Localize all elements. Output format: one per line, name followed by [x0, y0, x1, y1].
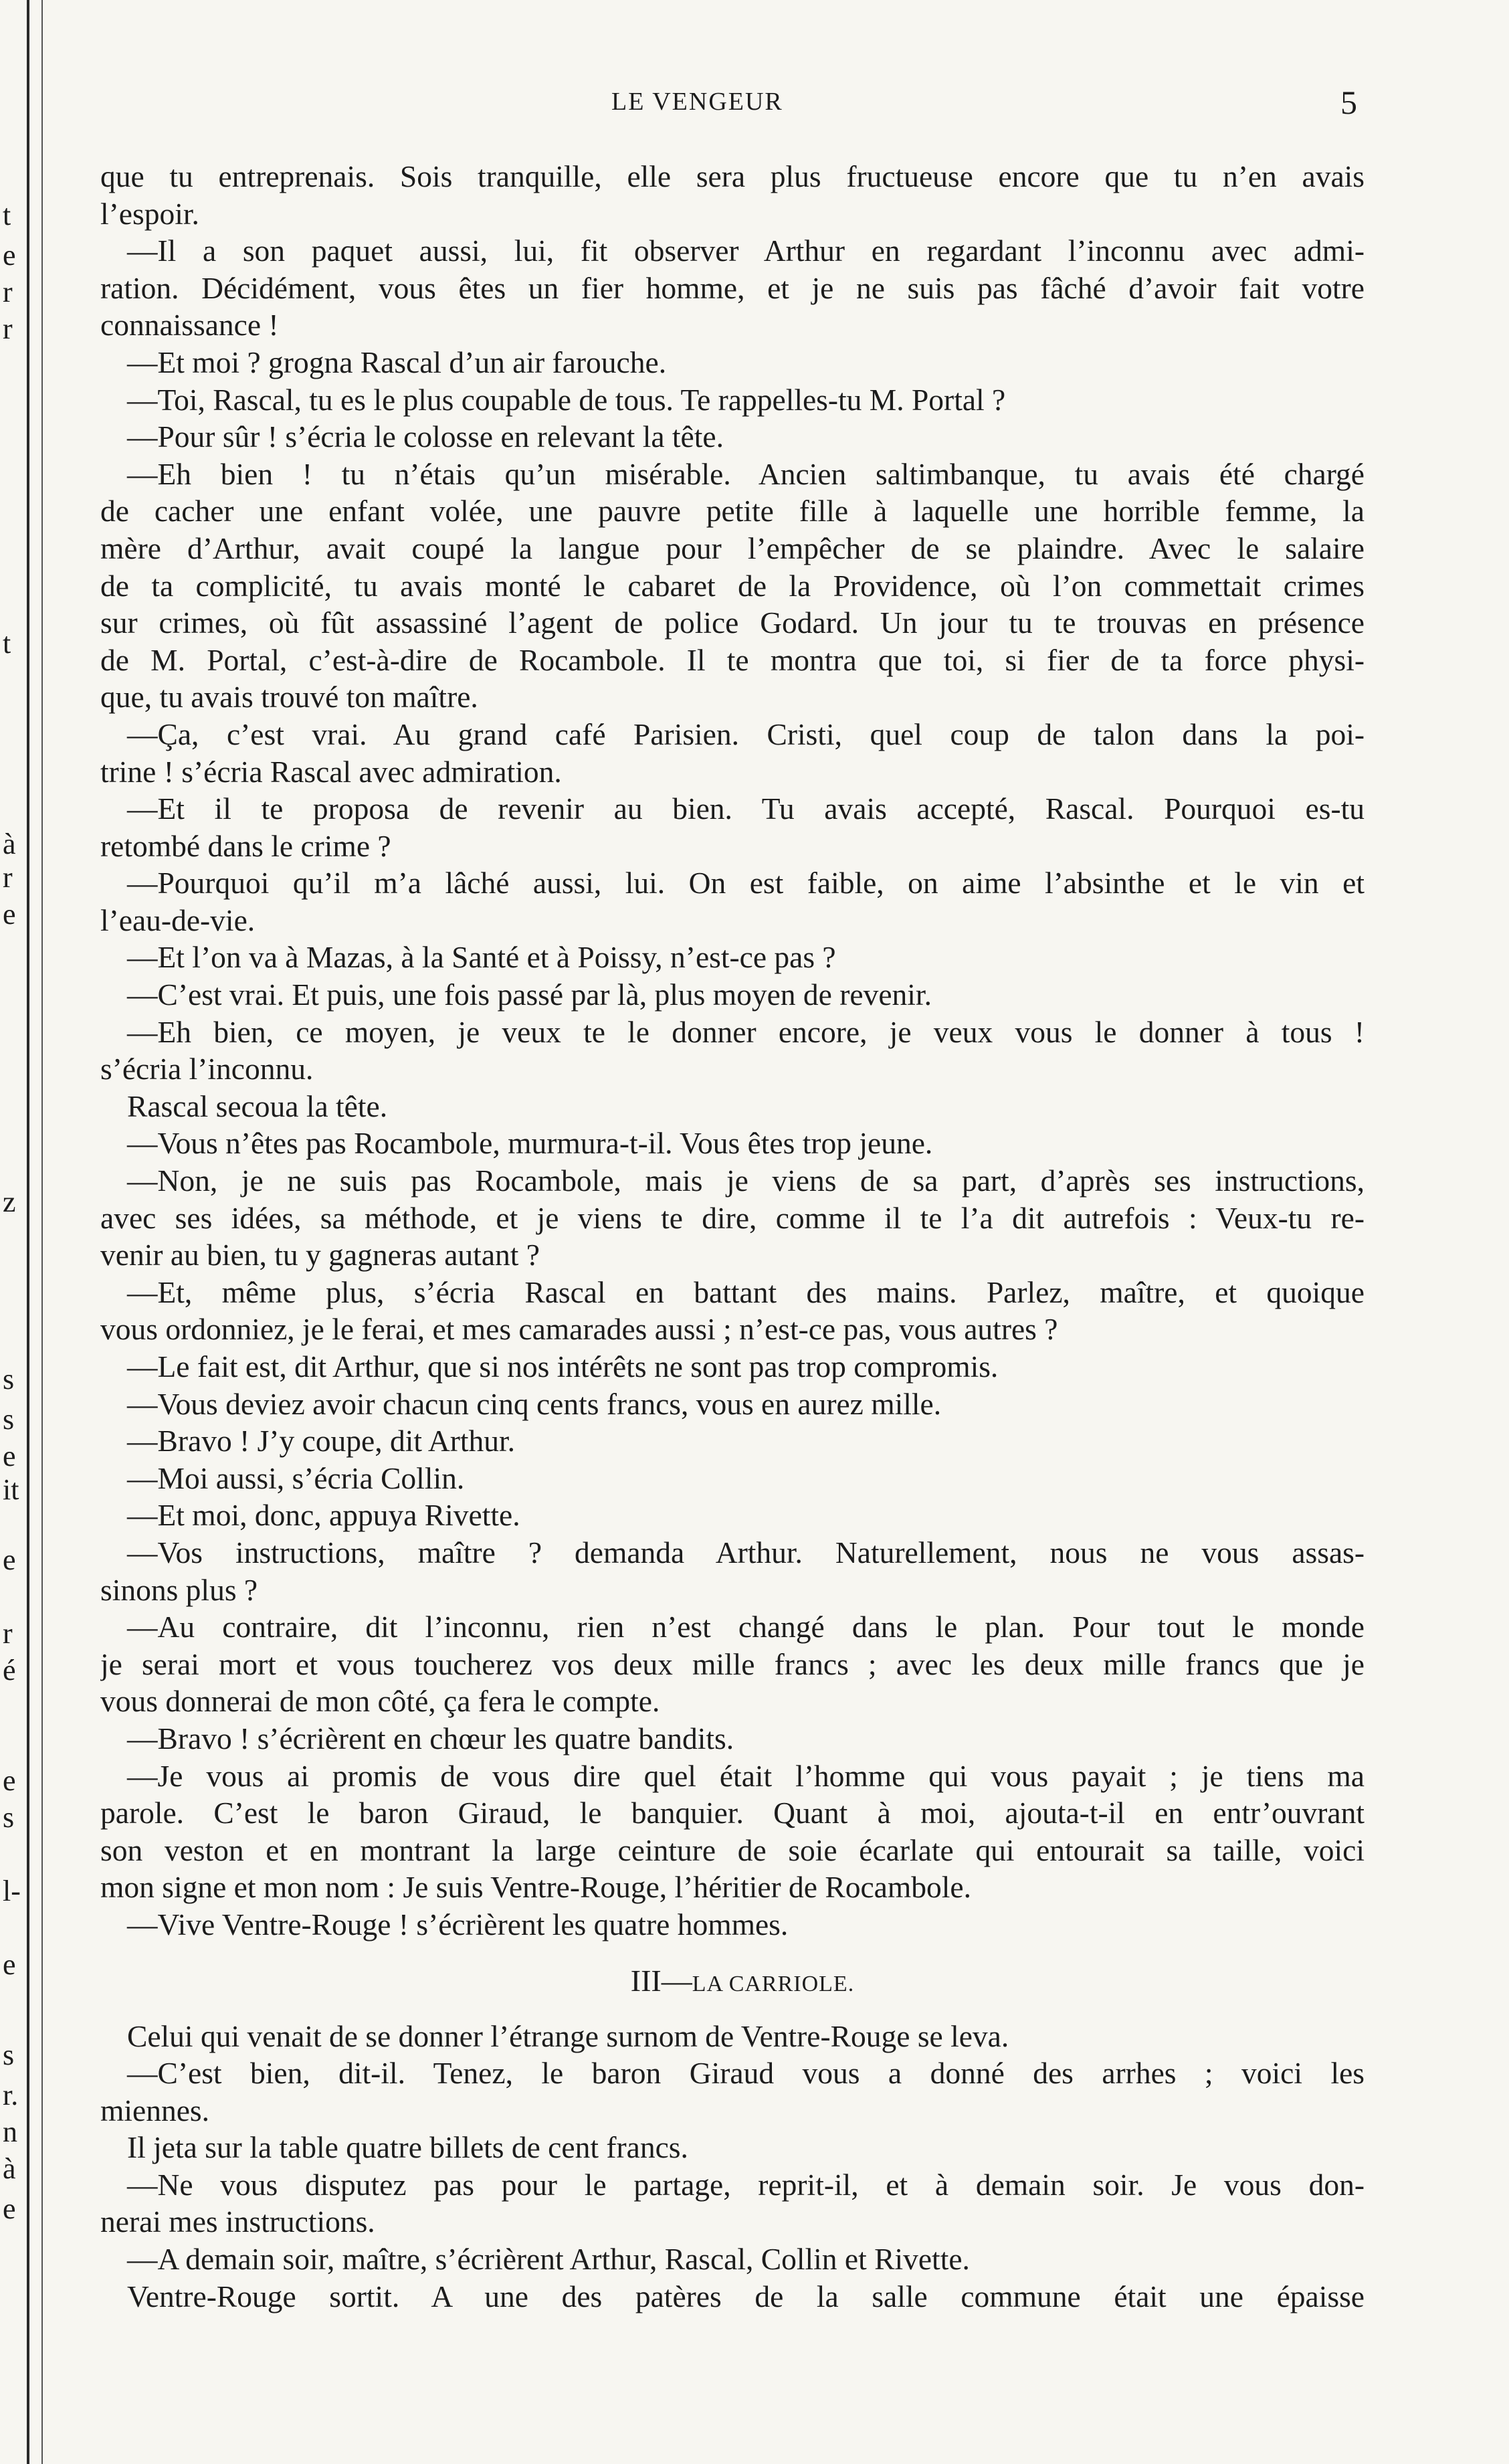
text-line: —Ça, c’est vrai. Au grand café Parisien. Cristi, quel coup de talon dans la poi-: [127, 717, 1365, 751]
adjacent-page-fragments: [0, 0, 24, 2464]
text-line: —Pourquoi qu’il m’a lâché aussi, lui. On est faible, on aime l’absinthe et le vin et: [127, 866, 1365, 901]
text-line: —Moi aussi, s’écria Collin.: [127, 1460, 465, 1495]
section-title: LA CARRIOLE.: [692, 1971, 855, 1996]
text-line: —Toi, Rascal, tu es le plus coupable de tous. Te rappelles-tu M. Portal ?: [127, 382, 1006, 417]
text-line: mon signe et mon nom : Je suis Ventre-Rouge, l’héritier de Rocambole.: [100, 1870, 971, 1905]
text-line: —Et l’on va à Mazas, à la Santé et à Poissy, n’est-ce pas ?: [127, 940, 836, 975]
text-line: que tu entreprenais. Sois tranquille, elle sera plus fructueuse encore que tu n’en avais: [100, 159, 1365, 193]
text-line: trine ! s’écria Rascal avec admiration.: [100, 754, 562, 789]
gutter-letter: l-: [3, 1875, 21, 1907]
text-line: miennes.: [100, 2093, 210, 2127]
text-line: ration. Décidément, vous êtes un fier homme, et je ne suis pas fâché d’avoir fait votre: [100, 270, 1365, 305]
gutter-letter: e: [3, 2192, 16, 2225]
text-line: —Le fait est, dit Arthur, que si nos intérêts ne sont pas trop compromis.: [127, 1349, 999, 1384]
text-line: —Vive Ventre-Rouge ! s’écrièrent les quatre hommes.: [127, 1907, 789, 1941]
text-line: Ventre-Rouge sortit. A une des patères de la salle commune était une épaisse: [127, 2279, 1365, 2313]
text-line: —Ne vous disputez pas pour le partage, reprit-il, et à demain soir. Je vous don-: [127, 2167, 1365, 2202]
text-line: vous ordonniez, je le ferai, et mes camarades aussi ; n’est-ce pas, vous autres ?: [100, 1312, 1058, 1347]
text-line: —C’est vrai. Et puis, une fois passé par là, plus moyen de revenir.: [127, 977, 932, 1012]
text-line: —Et moi, donc, appuya Rivette.: [127, 1498, 520, 1533]
text-line: s’écria l’inconnu.: [100, 1052, 314, 1086]
text-line: de ta complicité, tu avais monté le cabaret de la Providence, où l’on commettait crimes: [100, 568, 1365, 603]
text-line: Il jeta sur la table quatre billets de cent francs.: [127, 2130, 688, 2165]
text-line: que, tu avais trouvé ton maître.: [100, 680, 478, 715]
gutter-letter: r: [3, 1617, 13, 1650]
section-heading: [100, 1944, 1365, 2018]
text-line: —Au contraire, dit l’inconnu, rien n’est changé dans le plan. Pour tout le monde: [127, 1610, 1365, 1644]
text-line: sinons plus ?: [100, 1572, 258, 1607]
text-line: —Et, même plus, s’écria Rascal en battant des mains. Parlez, maître, et quoique: [127, 1274, 1365, 1309]
gutter-letter: r: [3, 861, 13, 894]
text-line: l’espoir.: [100, 196, 199, 231]
text-line: Rascal secoua la tête.: [127, 1088, 388, 1123]
section-number: III—: [630, 1963, 692, 1998]
gutter-letter: é: [3, 1654, 16, 1687]
gutter-letter: e: [3, 1440, 16, 1473]
page-header: [0, 84, 1509, 127]
text-line: sur crimes, où fût assassiné l’agent de police Godard. Un jour tu te trouvas en présence: [100, 605, 1365, 640]
gutter-letter: e: [3, 1764, 16, 1797]
text-line: retombé dans le crime ?: [100, 828, 391, 863]
running-title: LE VENGEUR: [611, 88, 783, 116]
gutter-letter: s: [3, 1363, 15, 1396]
body-text: [100, 158, 1365, 2315]
gutter-letter: t: [3, 199, 11, 231]
gutter-letter: n: [3, 2115, 17, 2148]
text-line: —Non, je ne suis pas Rocambole, mais je viens de sa part, d’après ses instructions,: [127, 1163, 1365, 1198]
text-line: —Je vous ai promis de vous dire quel était l’homme qui vous payait ; je tiens ma: [127, 1758, 1365, 1793]
gutter-letter: à: [3, 828, 16, 860]
text-line: —Eh bien, ce moyen, je veux te le donner encore, je veux vous le donner à tous !: [127, 1014, 1365, 1049]
text-line: —Il a son paquet aussi, lui, fit observer Arthur en regardant l’inconnu avec admi-: [127, 233, 1365, 268]
text-line: —Et il te proposa de revenir au bien. Tu avais accepté, Rascal. Pourquoi es-tu: [127, 791, 1365, 826]
text-line: nerai mes instructions.: [100, 2204, 375, 2239]
gutter-letter: à: [3, 2152, 16, 2185]
text-line: parole. C’est le baron Giraud, le banquier. Quant à moi, ajouta-t-il en entr’ouvrant: [100, 1796, 1365, 1830]
text-line: connaissance !: [100, 308, 279, 343]
gutter-letter: r.: [3, 2079, 19, 2111]
text-line: —Vous deviez avoir chacun cinq cents francs, vous en aurez mille.: [127, 1386, 942, 1421]
binding-edge-line: [27, 0, 29, 2464]
text-line: —Bravo ! s’écrièrent en chœur les quatre bandits.: [127, 1721, 734, 1756]
text-line: —C’est bien, dit-il. Tenez, le baron Giraud vous a donné des arrhes ; voici les: [127, 2056, 1365, 2091]
text-line: —Et moi ? grogna Rascal d’un air farouche.: [127, 345, 667, 379]
text-line: —Vos instructions, maître ? demanda Arthur. Naturellement, nous ne vous assas-: [127, 1535, 1365, 1570]
text-line: mère d’Arthur, avait coupé la langue pour l’empêcher de se plaindre. Avec le salaire: [100, 531, 1365, 565]
text-line: de cacher une enfant volée, une pauvre petite fille à laquelle une horrible femme, la: [100, 494, 1365, 529]
gutter-letter: e: [3, 1543, 16, 1576]
text-line: l’eau-de-vie.: [100, 903, 256, 937]
gutter-letter: e: [3, 1948, 16, 1981]
gutter-letter: it: [3, 1473, 19, 1506]
gutter-letter: s: [3, 1403, 15, 1436]
text-line: Celui qui venait de se donner l’étrange surnom de Ventre-Rouge se leva.: [127, 2018, 1009, 2053]
gutter-letter: s: [3, 2039, 15, 2071]
text-line: venir au bien, tu y gagneras autant ?: [100, 1238, 540, 1272]
gutter-letter: e: [3, 898, 16, 931]
text-line: vous donnerai de mon côté, ça fera le compte.: [100, 1684, 660, 1719]
gutter-letter: r: [3, 312, 13, 345]
text-line: son veston et en montrant la large ceinture de soie écarlate qui entourait sa taille, voici: [100, 1832, 1365, 1867]
text-line: —Pour sûr ! s’écria le colosse en relevant la tête.: [127, 419, 724, 454]
text-line: je serai mort et vous toucherez vos deux mille francs ; avec les deux mille francs que je: [100, 1646, 1365, 1681]
binding-edge-line-inner: [41, 0, 43, 2464]
gutter-letter: z: [3, 1186, 16, 1218]
gutter-letter: s: [3, 1801, 15, 1834]
page-number: 5: [1340, 84, 1357, 121]
text-line: —Vous n’êtes pas Rocambole, murmura-t-il. Vous êtes trop jeune.: [127, 1126, 933, 1161]
gutter-letter: r: [3, 276, 13, 308]
text-line: —Eh bien ! tu n’étais qu’un misérable. Ancien saltimbanque, tu avais été chargé: [127, 456, 1365, 491]
text-line: —Bravo ! J’y coupe, dit Arthur.: [127, 1424, 516, 1458]
text-line: —A demain soir, maître, s’écrièrent Arthur, Rascal, Collin et Rivette.: [127, 2242, 970, 2277]
gutter-letter: t: [3, 627, 11, 660]
text-line: avec ses idées, sa méthode, et je viens te dire, comme il te l’a dit autrefois : Veux-tu re-: [100, 1200, 1365, 1235]
text-line: de M. Portal, c’est-à-dire de Rocambole. Il te montra que toi, si fier de ta force physi-: [100, 642, 1365, 677]
gutter-letter: e: [3, 239, 16, 272]
